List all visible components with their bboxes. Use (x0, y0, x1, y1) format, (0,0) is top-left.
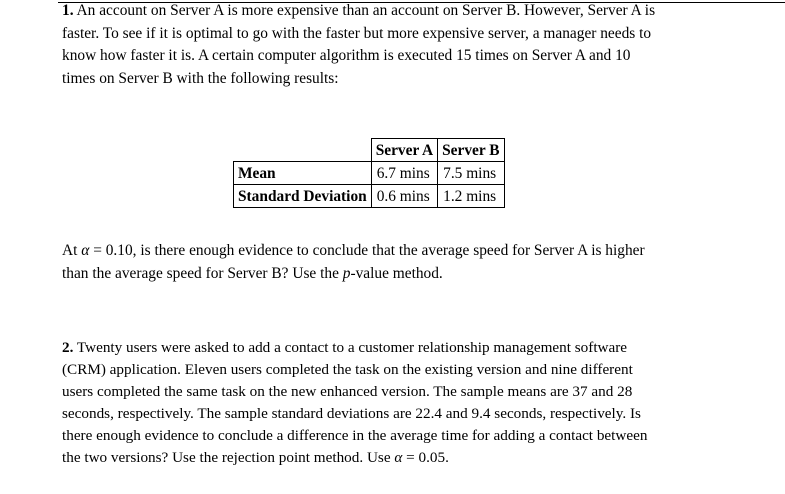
q2-line-2: (CRM) application. Eleven users completed the task on the existing version and nine different (62, 361, 633, 379)
col-header-server-a: Server A (371, 139, 437, 162)
q1-line-2: faster. To see if it is optimal to go with the faster but more expensive server, a manager needs to (62, 24, 652, 42)
table-corner-cell (234, 139, 372, 162)
alpha-symbol: α (394, 449, 403, 467)
p-symbol: p (342, 264, 351, 282)
mean-server-b: 7.5 mins (438, 162, 504, 185)
q1-prompt-line-1: At α = 0.10, is there enough evidence to conclude that the average speed for Server A is higher (62, 242, 645, 259)
q1-line-1: 1. An account on Server A is more expensive than an account on Server B. However, Server A is (62, 2, 656, 19)
server-results-table (233, 138, 505, 208)
row-label-std-dev: Standard Deviation (234, 185, 372, 208)
q2-line-4: seconds, respectively. The sample standard deviations are 22.4 and 9.4 seconds, respectively. Is (62, 405, 641, 423)
q1-prompt-line-2: than the average speed for Server B? Use the p-value method. (62, 264, 443, 282)
mean-server-a: 6.7 mins (371, 162, 437, 185)
table-row (234, 162, 505, 185)
q2-line-6: the two versions? Use the rejection point method. Use α = 0.05. (62, 449, 449, 467)
question-2 (62, 337, 752, 470)
question-1 (62, 0, 752, 90)
row-label-mean: Mean (234, 162, 372, 185)
std-dev-server-b: 1.2 mins (438, 185, 504, 208)
q1-line-3: know how faster it is. A certain computer algorithm is executed 15 times on Server A and 10 (62, 47, 631, 64)
q1-line-4: times on Server B with the following results: (62, 69, 339, 87)
q2-number: 2. (62, 339, 74, 356)
table-header-row (234, 139, 505, 162)
q2-line-1: 2. Twenty users were asked to add a contact to a customer relationship management software (62, 339, 628, 356)
q2-line-3: users completed the same task on the new enhanced version. The sample means are 37 and 28 (62, 383, 633, 401)
col-header-server-b: Server B (438, 139, 504, 162)
table-row (234, 185, 505, 208)
q1-number: 1. (62, 2, 74, 19)
q2-line-5: there enough evidence to conclude a difference in the average time for adding a contact between (62, 427, 648, 445)
alpha-symbol: α (81, 242, 90, 259)
question-1-prompt (62, 240, 752, 285)
std-dev-server-a: 0.6 mins (371, 185, 437, 208)
